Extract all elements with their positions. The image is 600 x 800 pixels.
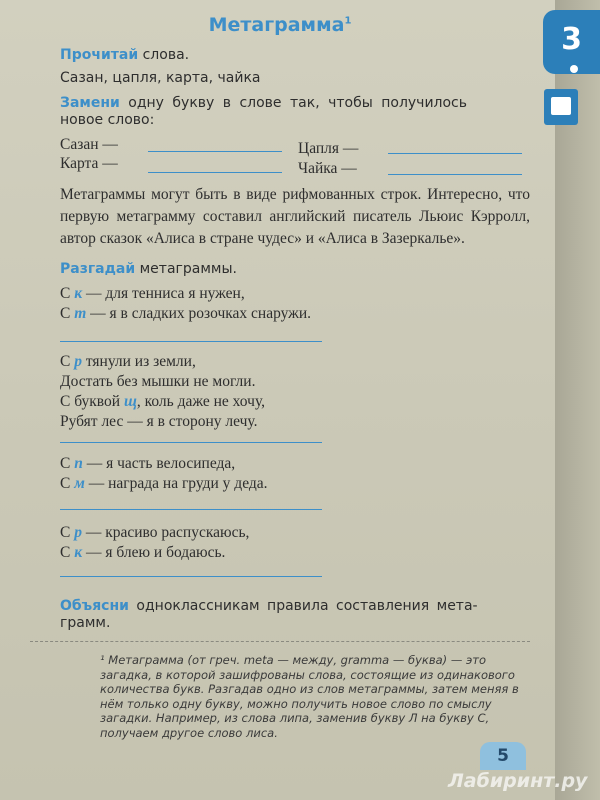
riddle-3-line-2: С м — награда на груди у деда. bbox=[60, 475, 268, 492]
riddle-2-line-3: С буквой щ, коль даже не хочу, bbox=[60, 393, 266, 410]
page-number: 5 bbox=[480, 742, 526, 770]
watermark: Лабиринт.ру bbox=[448, 770, 588, 792]
answer-blank-1[interactable] bbox=[148, 151, 282, 152]
task-replace-cont: новое слово: bbox=[60, 112, 155, 128]
riddle-4-line-2: С к — я блею и бодаюсь. bbox=[60, 544, 226, 561]
chapter-tab-dot bbox=[570, 65, 578, 73]
pair-label-1: Сазан — bbox=[60, 136, 118, 153]
answer-blank-4[interactable] bbox=[388, 174, 522, 175]
riddle-3-answer[interactable] bbox=[60, 509, 322, 510]
riddle-4-line-1: С р — красиво распускаюсь, bbox=[60, 524, 250, 541]
footnote-divider bbox=[30, 641, 530, 642]
riddle-2-line-1: С р тянули из земли, bbox=[60, 353, 196, 370]
riddle-3-line-1: С п — я часть велосипеда, bbox=[60, 455, 236, 472]
riddle-1-answer[interactable] bbox=[60, 341, 322, 342]
riddle-1-line-1: С к — для тенниса я нужен, bbox=[60, 285, 245, 302]
answer-blank-3[interactable] bbox=[148, 172, 282, 173]
page-title: Метаграмма$^1$ bbox=[208, 14, 352, 36]
riddle-2-line-4: Рубят лес — я в сторону лечу. bbox=[60, 413, 258, 430]
chapter-tab: 3 bbox=[543, 10, 600, 74]
pair-label-4: Чайка — bbox=[298, 160, 357, 177]
pair-label-2: Цапля — bbox=[298, 140, 359, 157]
word-list: Сазан, цапля, карта, чайка bbox=[60, 70, 261, 86]
task-explain: Объясни одноклассникам правила составления мета- bbox=[60, 598, 478, 614]
riddle-4-answer[interactable] bbox=[60, 576, 322, 577]
pair-label-3: Карта — bbox=[60, 155, 118, 172]
task-explain-cont: грамм. bbox=[60, 615, 111, 631]
riddle-2-line-2: Достать без мышки не могли. bbox=[60, 373, 256, 390]
answer-blank-2[interactable] bbox=[388, 153, 522, 154]
task-replace: Замени одну букву в слове так, чтобы получилось bbox=[60, 95, 468, 111]
riddle-1-line-2: С т — я в сладких розочках снаружи. bbox=[60, 305, 312, 322]
footnote: ¹ Метаграмма (от греч. meta — между, gramma — буква) — это загадка, в которой зашифрованы слова, состоящие из одинакового количества букв. Разгадав одно из слов метаграммы, затем меняя в нём только одну букву, можно получить новое слово по смыслу загадки. Например, из слова липа, заменив букву Л на букву С, получаем другое слово лиса. bbox=[100, 653, 519, 740]
task-solve: Разгадай метаграммы. bbox=[60, 261, 237, 277]
riddle-2-answer[interactable] bbox=[60, 442, 322, 443]
info-paragraph: Метаграммы могут быть в виде рифмованных строк. Интересно, что первую метаграмму составил английский писатель Льюис Кэрролл, автор сказок «Алиса в стране чудес» и «Алиса в Зазеркалье». bbox=[60, 186, 530, 247]
task-read: Прочитай слова. bbox=[60, 47, 190, 63]
book-icon bbox=[544, 89, 578, 125]
